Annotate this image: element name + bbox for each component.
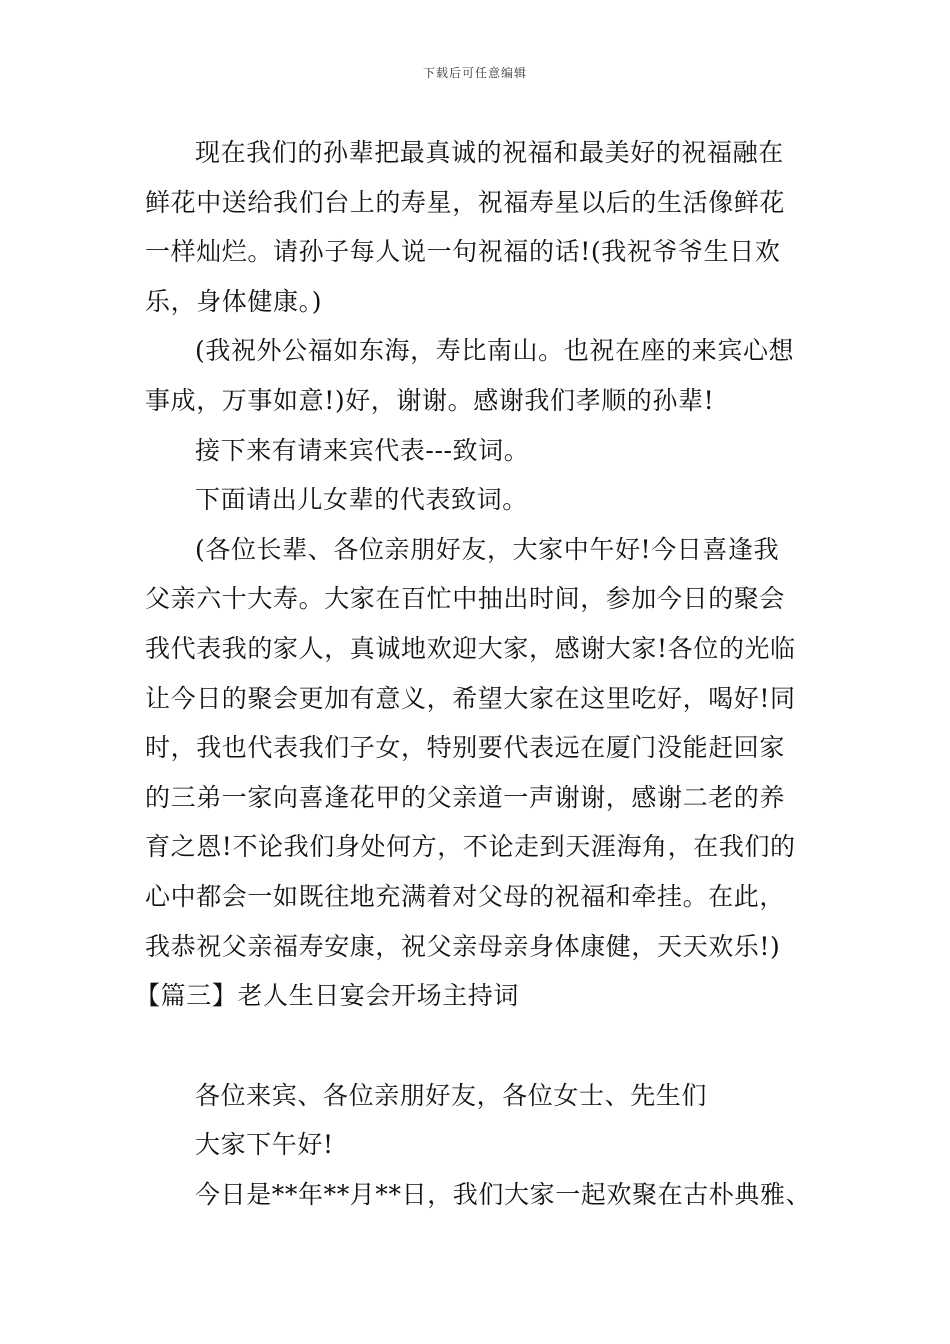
- text-line: (各位长辈、各位亲朋好友，大家中午好!今日喜逢我: [195, 534, 780, 564]
- text-line: 的三弟一家向喜逢花甲的父亲道一声谢谢，感谢二老的养: [145, 782, 786, 812]
- text-line: 现在我们的孙辈把最真诚的祝福和最美好的祝福融在: [195, 138, 784, 167]
- paragraph-grandson-wish: [145, 326, 807, 425]
- text-line: 事成，万事如意!)好，谢谢。感谢我们孝顺的孙辈!: [145, 385, 715, 415]
- page-header: 下载后可任意编辑: [422, 66, 527, 80]
- document-body: [135, 128, 812, 1219]
- text-line: 心中都会一如既往地充满着对父母的祝福和牵挂。在此，: [145, 881, 786, 911]
- text-line: 大家下午好!: [195, 1130, 334, 1160]
- text-line: 育之恩!不论我们身处何方，不论走到天涯海角，在我们的: [145, 832, 796, 862]
- text-line: 今日是**年**月**日，我们大家一起欢聚在古朴典雅、: [195, 1179, 812, 1209]
- text-line: 下面请出儿女辈的代表致词。: [195, 485, 528, 515]
- paragraph-children-speech: [145, 475, 807, 525]
- paragraph-guest-speech: [145, 426, 807, 476]
- paragraph-date-intro: [145, 1170, 812, 1220]
- section-heading: [135, 971, 807, 1021]
- text-line: 乐，身体健康。): [145, 286, 323, 316]
- text-line: 接下来有请来宾代表---致词。: [195, 435, 530, 465]
- paragraph-grandchildren-blessing: [145, 128, 807, 326]
- paragraph-greeting: [145, 1071, 807, 1121]
- text-line: 父亲六十大寿。大家在百忙中抽出时间，参加今日的聚会: [145, 584, 786, 614]
- text-line: 时，我也代表我们子女，特别要代表远在厦门没能赶回家: [145, 733, 786, 763]
- text-line: (我祝外公福如东海，寿比南山。也祝在座的来宾心想: [195, 336, 795, 366]
- text-line: 让今日的聚会更加有意义，希望大家在这里吃好，喝好!同: [145, 683, 796, 713]
- text-line: 各位来宾、各位亲朋好友，各位女士、先生们: [195, 1080, 708, 1110]
- paragraph-child-representative-speech: [145, 525, 807, 971]
- section-heading-text: 【篇三】老人生日宴会开场主持词: [135, 981, 520, 1011]
- text-line: 鲜花中送给我们台上的寿星，祝福寿星以后的生活像鲜花: [145, 187, 786, 217]
- text-line: 我恭祝父亲福寿安康，祝父亲母亲身体康健，天天欢乐!): [145, 931, 781, 961]
- text-line: 一样灿烂。请孙子每人说一句祝福的话!(我祝爷爷生日欢: [145, 237, 781, 267]
- text-line: 我代表我的家人，真诚地欢迎大家，感谢大家!各位的光临: [145, 633, 796, 663]
- paragraph-good-afternoon: [145, 1120, 807, 1170]
